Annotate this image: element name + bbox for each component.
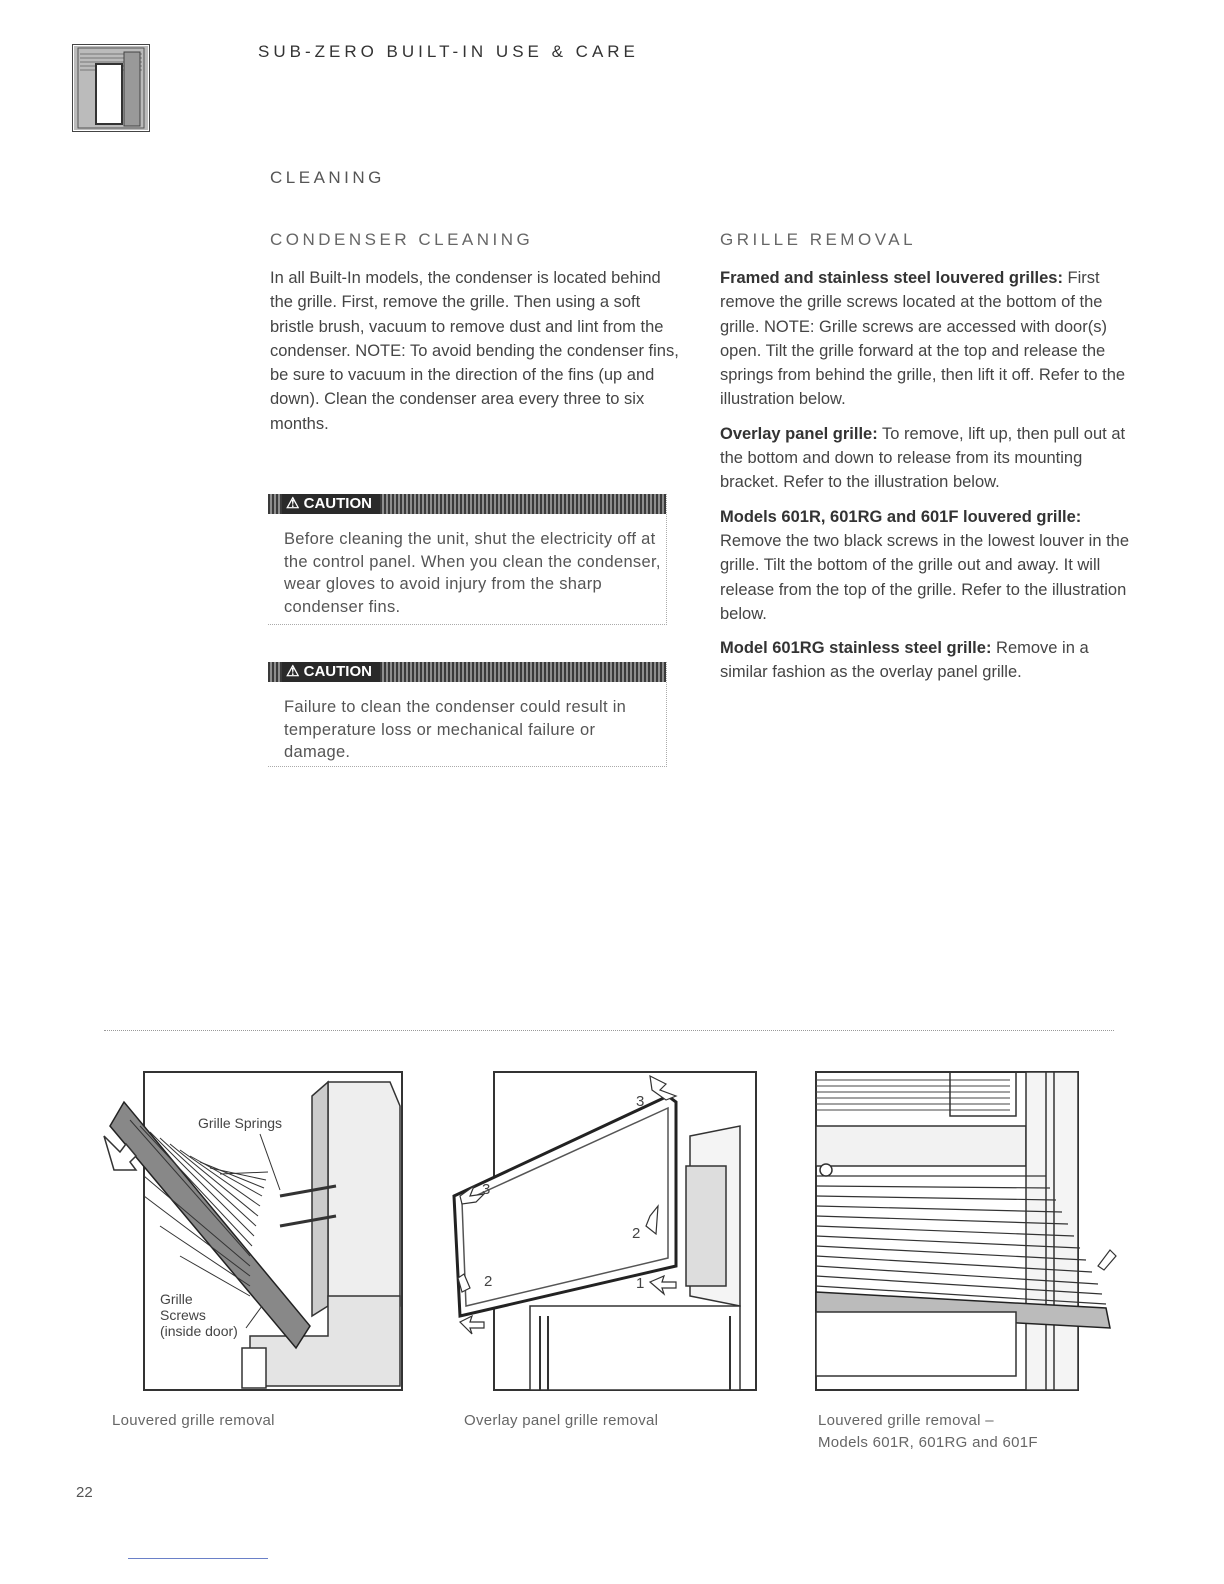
grille-item-text: Remove in a similar fashion as the overlay panel grille. — [720, 639, 1089, 682]
grille-item-title: Models 601R, 601RG and 601F louvered grille: — [720, 507, 1082, 526]
601-louvered-grille-illustration — [810, 1066, 1120, 1396]
footer-rule — [128, 1558, 268, 1559]
condenser-cleaning-heading: CONDENSER CLEANING — [270, 230, 534, 249]
figure-2-caption: Overlay panel grille removal — [464, 1412, 659, 1429]
grille-screws-label-2: Screws — [160, 1307, 206, 1323]
figure-3-caption-line-1: Louvered grille removal – — [818, 1412, 994, 1429]
step-3-top-label: 3 — [636, 1093, 645, 1110]
condenser-cleaning-body: In all Built-In models, the condenser is located behind the grille. First, remove the grille. Then using a soft bristle brush, vacuum to remove dust and lint from the condenser. NOTE: To avoid bending the condenser fins, be sure to vacuum in the direction of the fins (up and down). Clean the condenser area every three to six months. — [270, 269, 679, 433]
louvered-grille-illustration — [100, 1066, 410, 1396]
grille-item-601-louvered — [720, 505, 1140, 626]
caution-bar-2 — [268, 662, 666, 682]
overlay-panel-grille-illustration — [440, 1066, 760, 1396]
step-2-right-label: 2 — [632, 1225, 641, 1242]
grille-item-title: Model 601RG stainless steel grille: — [720, 639, 992, 658]
step-1-label: 1 — [636, 1275, 645, 1292]
figure-3-caption-line-2: Models 601R, 601RG and 601F — [818, 1434, 1038, 1451]
grille-item-text: Remove the two black screws in the lowest louver in the grille. Tilt the bottom of the grille out and away. It will release from the top of the grille. Refer to the illustration below. — [720, 531, 1130, 623]
grille-removal-body — [720, 266, 1140, 695]
grille-removal-heading: GRILLE REMOVAL — [720, 230, 917, 249]
step-2-left-label: 2 — [484, 1273, 493, 1290]
caution-bar-1 — [268, 494, 666, 514]
grille-screws-label-1: Grille — [160, 1291, 193, 1307]
caution-text-1: Before cleaning the unit, shut the electricity off at the control panel. When you clean the condenser, wear gloves to avoid injury from the sharp condenser fins. — [284, 530, 661, 616]
section-title: CLEANING — [270, 168, 385, 187]
grille-item-601rg-stainless — [720, 636, 1140, 685]
step-3-left-label: 3 — [482, 1181, 491, 1198]
figure-1-caption: Louvered grille removal — [112, 1412, 275, 1429]
page-number: 22 — [76, 1484, 93, 1501]
sub-zero-logo-icon — [72, 44, 150, 132]
caution-text-2: Failure to clean the condenser could result in temperature loss or mechanical failure or damage. — [284, 698, 627, 761]
caution-label-2: ⚠ CAUTION — [282, 662, 380, 682]
document-header: SUB-ZERO BUILT-IN USE & CARE — [258, 42, 639, 61]
grille-item-text: To remove, lift up, then pull out at the bottom and down to release from its mounting bracket. Refer to the illustration below. — [720, 424, 1126, 492]
caution-label-1: ⚠ CAUTION — [282, 494, 380, 514]
grille-item-title: Overlay panel grille: — [720, 424, 878, 443]
grille-item-framed — [720, 266, 1140, 412]
grille-springs-label: Grille Springs — [198, 1115, 283, 1131]
grille-screws-label-3: (inside door) — [160, 1323, 238, 1339]
grille-item-text: First remove the grille screws located at the bottom of the grille. NOTE: Grille screws are accessed with door(s) open. Tilt the grille forward at the top and release the springs from behind the grille, then lift it off. Refer to the illustration below. — [720, 269, 1126, 409]
grille-item-overlay — [720, 422, 1140, 495]
section-divider — [104, 1030, 1114, 1031]
grille-item-title: Framed and stainless steel louvered grilles: — [720, 269, 1063, 287]
